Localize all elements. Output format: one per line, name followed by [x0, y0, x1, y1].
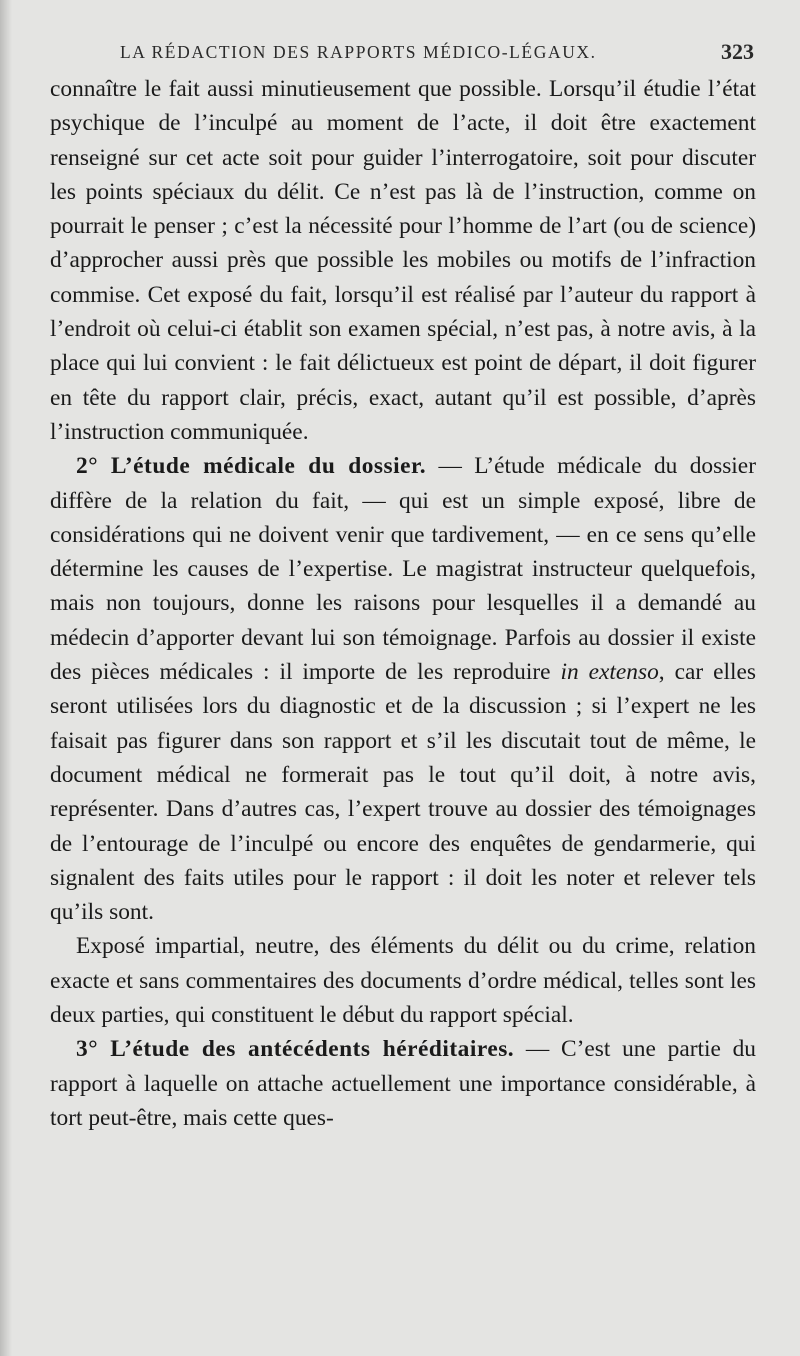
- paragraph-text: , car elles seront utilisées lors du diagnostic et de la discussion ; si l’expert ne les faisait pas figurer dans son rapport et s’il les discutait tout de même, le document médical ne formerait pas le tout qu’il doit, à notre avis, représenter. Dans d’autres cas, l’expert trouve au dossier des témoignages de l’entourage de l’inculpé ou encore des enquêtes de gendarmerie, qui signalent des faits utiles pour le rapport : il doit les noter et relever tels qu’ils sont.: [50, 659, 756, 926]
- body-text: [50, 72, 756, 1135]
- paragraph-medical-dossier: [50, 449, 756, 929]
- running-head: LA RÉDACTION DES RAPPORTS MÉDICO-LÉGAUX.: [120, 42, 597, 62]
- paragraph-fact-exposition: connaître le fait aussi minutieusement que possible. Lorsqu’il étudie l’état psychique de l’inculpé au moment de l’acte, il doit être exactement renseigné sur cet acte soit pour guider l’interrogatoire, soit pour discuter les points spéciaux du délit. Ce n’est pas là de l’instruction, comme on pourrait le penser ; c’est la nécessité pour l’homme de l’art (ou de science) d’approcher aussi près que possible les mobiles ou motifs de l’infraction commise. Cet exposé du fait, lorsqu’il est réalisé par l’auteur du rapport à l’endroit où celui-ci établit son examen spécial, n’est pas, à notre avis, à la place qui lui convient : le fait délictueux est point de départ, il doit figurer en tête du rapport clair, précis, exact, autant qu’il est possible, d’après l’instruction communiquée.: [50, 76, 756, 445]
- page-number: 323: [721, 39, 754, 64]
- italic-phrase: in extenso: [560, 659, 659, 686]
- page-gutter-shadow: [0, 0, 12, 1356]
- paragraph-text: — L’étude médicale du dossier diffère de la relation du fait, — qui est un simple exposé, libre de considérations qui ne doivent venir que tardivement, — en ce sens qu’elle détermine les causes de l’expertise. Le magistrat instructeur quelquefois, mais non toujours, donne les raisons pour lesquelles il a demandé au médecin d’apporter devant lui son témoignage. Parfois au dossier il existe des pièces médicales : il importe de les reproduire: [50, 453, 756, 686]
- section-title-hereditary: 3° L’étude des antécédents héréditaires.: [76, 1036, 515, 1063]
- paragraph-hereditary: [50, 1032, 756, 1135]
- page-header: [50, 38, 756, 72]
- section-title-medical-dossier: 2° L’étude médicale du dossier.: [76, 453, 427, 480]
- paragraph-summary: Exposé impartial, neutre, des éléments du délit ou du crime, relation exacte et sans commentaires des documents d’ordre médical, telles sont les deux parties, qui constituent le début du rapport spécial.: [50, 933, 756, 1029]
- paragraph-text: — C’est une partie du rapport à laquelle on attache actuellement une importance considérable, à tort peut-être, mais cette ques-: [50, 1036, 756, 1131]
